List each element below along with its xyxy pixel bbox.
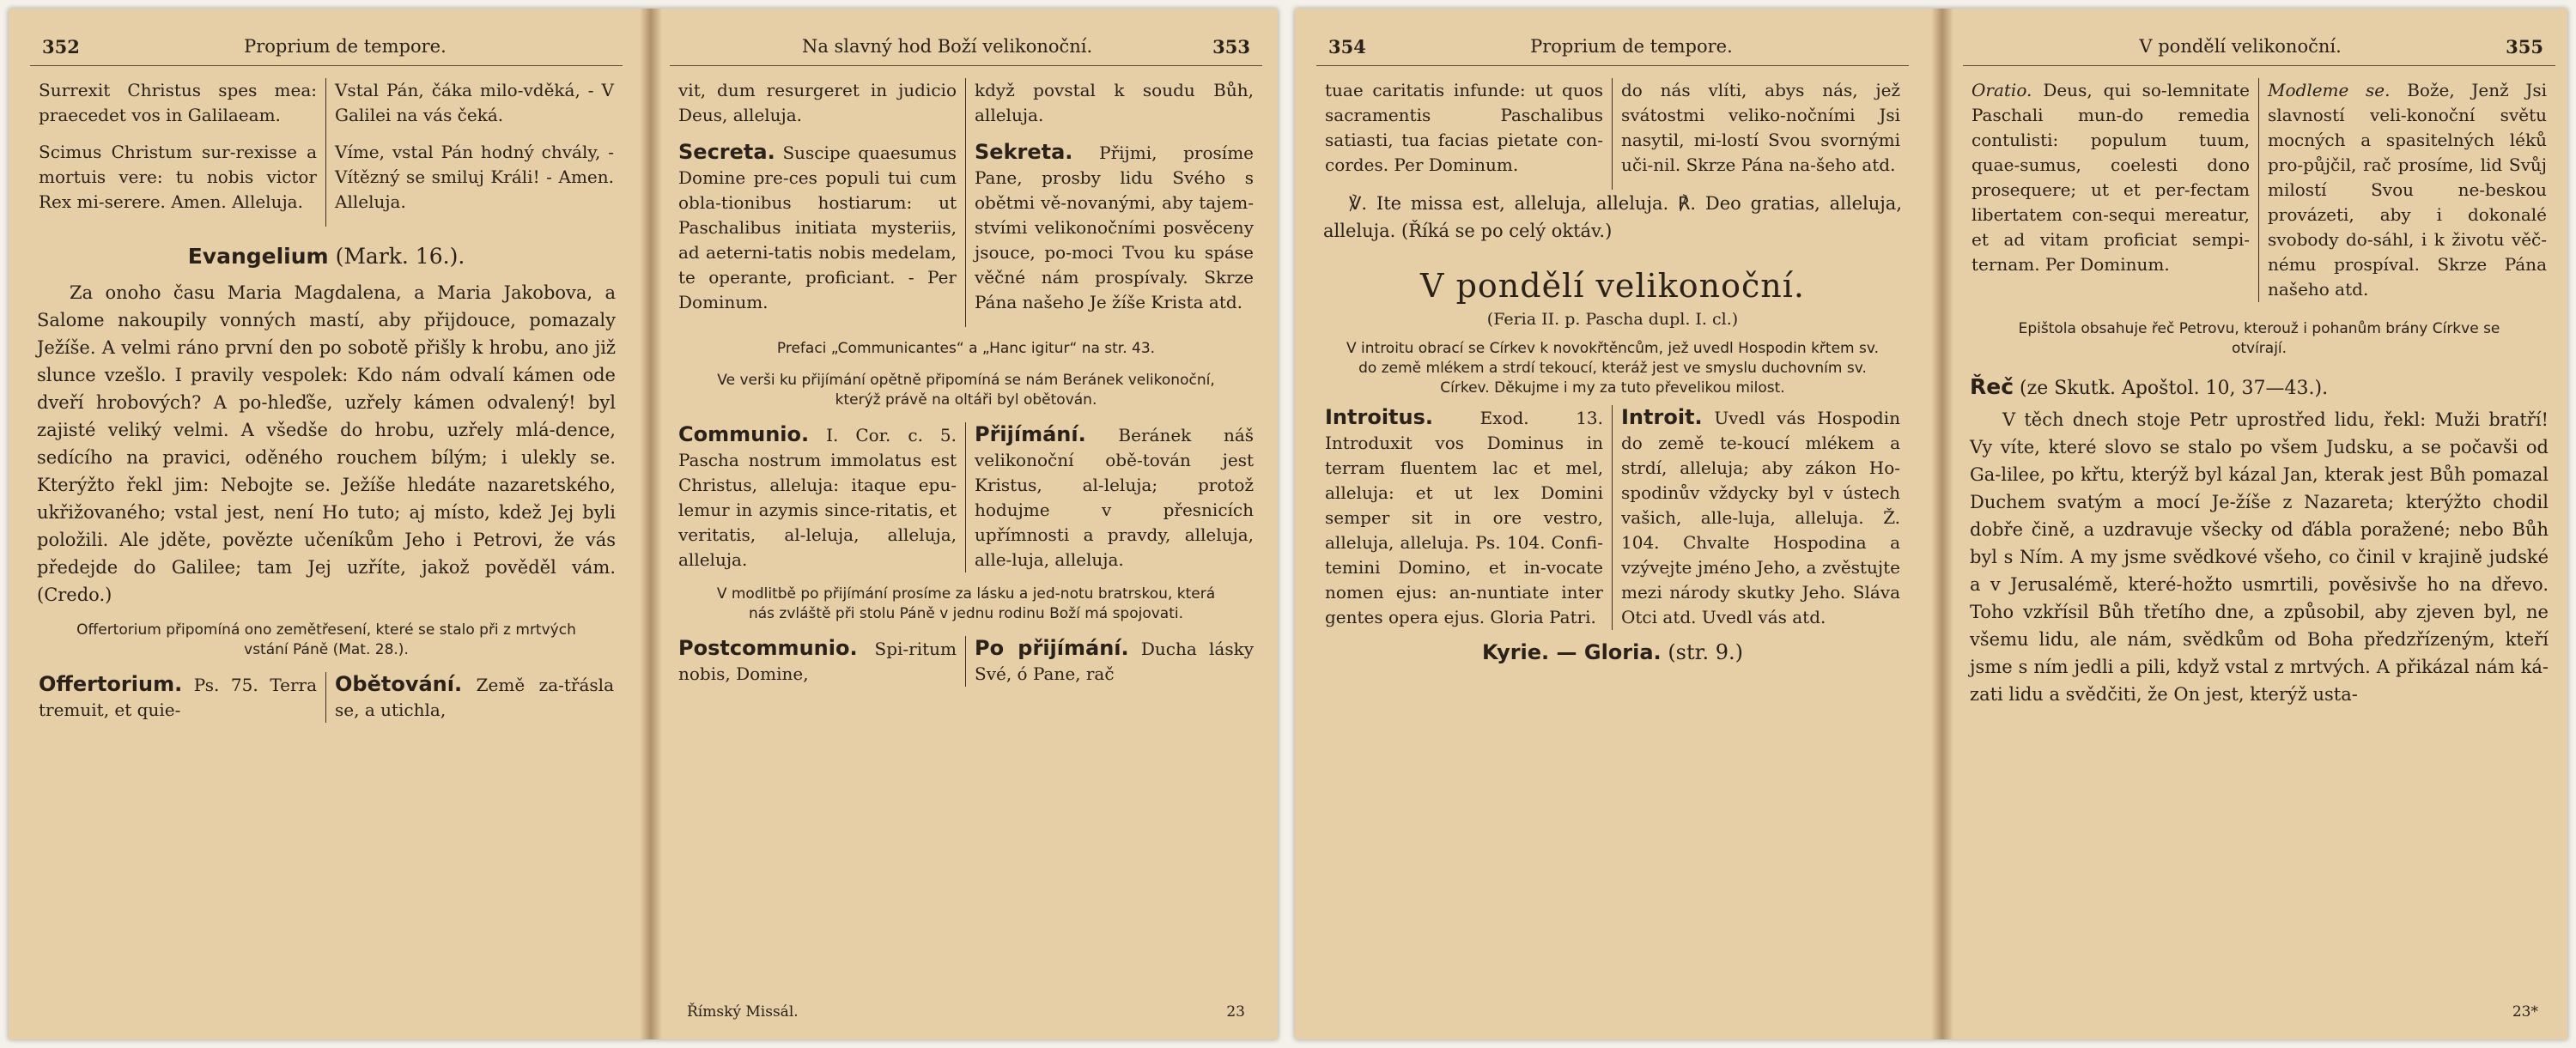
introitus-text: Introduxit vos Dominus in terram fluentem lac et mel, alleluja: et ut lex Domini semper sit in ore vestro, alleluja, alleluja. Ps. 104. Confi-temini Domino, et in-vocate nomen ejus: an-nuntiate inter gentes opera ejus. Gloria Patri. — [1325, 433, 1603, 627]
parallel-columns — [670, 422, 1262, 572]
feast-title: V pondělí velikonoční. — [1420, 267, 1805, 305]
page-number: 353 — [1212, 35, 1250, 58]
latin-verse: Scimus Christum sur-rexisse a mortuis vere: tu nobis victor Rex mi-serere. Amen. Alleluja. — [39, 142, 317, 212]
offertorium-text: Terra tremuit, et quie- — [39, 675, 317, 720]
parallel-columns — [1963, 78, 2555, 302]
dismissal-text: ℣. Ite missa est, alleluja, alleluja. ℟. Deo gratias, alleluja, alleluja. (Říká se po celý oktáv.) — [1323, 193, 1902, 241]
introit-label: Introit. — [1621, 405, 1703, 429]
latin-column — [1316, 405, 1613, 630]
kyrie-reference: (str. 9.) — [1668, 640, 1743, 664]
left-book-spread — [9, 9, 1278, 1039]
introit-text: Uvedl vás Hospodin do země te-koucí mlékem a strdí, alleluja; aby zákon Ho-spodinův vždycky byl v ústech vašich, alle-luja, alleluja. Ž. 104. Chvalte Hospodina a vzývejte jméno Jeho, a zvěstujte mezi národy skutky Jeho. Sláva Otci atd. Uvedl vás atd. — [1621, 408, 1900, 627]
signature-number: 23 — [1226, 1003, 1245, 1021]
page-354 — [1316, 9, 1909, 1039]
book-gutter — [1931, 9, 1953, 1039]
latin-column — [30, 672, 326, 723]
header-rule — [30, 65, 623, 66]
introit-note: V introitu obrací se Církev k novokřtěncům, jež uvedl Hospodin křtem sv. do země mlékem a strdí tekoucí, kteráž jest ve smyslu duchovním sv. Církev. Děkujme i my za tuto převelikou milost. — [1346, 340, 1879, 397]
running-title: Proprium de tempore. — [1530, 36, 1733, 57]
parallel-columns — [30, 78, 623, 227]
latin-text: vit, dum resurgeret in judicio Deus, alleluja. — [678, 80, 957, 125]
czech-column — [326, 672, 623, 723]
reading-heading — [1963, 374, 2555, 399]
obetovani-label: Obětování. — [335, 672, 463, 696]
running-title: V pondělí velikonoční. — [2139, 36, 2342, 57]
latin-column — [670, 78, 966, 327]
czech-verse: Víme, vstal Pán hodný chvály, - Vítězný se smiluj Králi! - Amen. Alleluja. — [335, 142, 614, 212]
secreta-label: Secreta. — [678, 140, 775, 164]
parallel-columns — [30, 672, 623, 723]
introitus-reference: Exod. 13. — [1479, 408, 1604, 428]
communio-text: Pascha nostrum immolatus est Christus, alleluja: itaque epu-lemur in azymis since-ritatis, et veritatis, al-leluja, alleluja, alleluja. — [678, 450, 957, 570]
postcommunio-label: Postcommunio. — [678, 636, 858, 660]
prijimani-label: Přijímání. — [975, 422, 1086, 446]
page-header — [1316, 31, 1909, 62]
epistle-note: Epištola obsahuje řeč Petrovu, kterouž i pohanům brány Církve se otvírají. — [2018, 320, 2500, 357]
modleme-text: Bože, Jenž Jsi slavností veli-konoční světu mocných a spasitelných léků pro-půjčil, rač prosíme, lid Svůj milostí Svou ne-beskou provázeti, aby i dokonalé svobody do-sáhl, i k životu věč-nému prospíval. Skrze Pána našeho atd. — [2268, 80, 2548, 300]
po-prijimani-text: Ducha lásky Své, ó Pane, rač — [975, 639, 1255, 684]
rec-label: Řeč — [1970, 374, 2014, 399]
page-353 — [670, 9, 1262, 1039]
obetovani-text: Země za-třásla se, a utichla, — [335, 675, 615, 720]
po-prijimani-label: Po přijímání. — [975, 636, 1129, 660]
modleme-label: Modleme se. — [2268, 80, 2391, 100]
signature-mark: Římský Missál. — [687, 1003, 799, 1021]
page-number: 355 — [2506, 35, 2543, 58]
page-header — [670, 31, 1262, 62]
postcommunion-note: V modlitbě po přijímání prosíme za lásku a jed-notu bratrskou, která nás zvláště při stolu Páně v jednu rodinu Boží má spojovati. — [716, 585, 1216, 622]
parallel-columns — [670, 78, 1262, 327]
running-title: Na slavný hod Boží velikonoční. — [801, 36, 1093, 57]
communio-label: Communio. — [678, 422, 810, 446]
oratio-label: Oratio. — [1971, 80, 2032, 100]
rec-reference: (ze Skutk. Apoštol. 10, 37—43.). — [2020, 378, 2329, 399]
czech-column — [966, 422, 1262, 572]
page-footer — [687, 1003, 1245, 1021]
czech-text: do nás vlíti, abys nás, jež svátostmi veliko-nočními Jsi nasytil, mi-lostí Svou svornými uči-nil. Skrze Pána na-šeho atd. — [1621, 80, 1900, 175]
page-footer — [1980, 1003, 2538, 1021]
czech-column — [966, 78, 1262, 327]
gospel-text: Za onoho času Maria Magdalena, a Maria Jakobova, a Salome nakoupily vonných mastí, aby přijdouce, pomazaly Ježíše. A velmi ráno první den po sobotě přišly k hrobu, ano již slunce vzešlo. I pravily vespolek: Kdo nám odvalí kámen ode dveří hrobových? A po-hleďše, uzřely kámen odvalený! byl zajisté veliký velmi. A všedše do hrobu, uzřely mlá-dence, sedícího na pravici, oděného rouchem bílým; i ulekly se. Kterýžto řekl jim: Nebojte se. Ježíše hledáte nazaretského, ukřižovaného; vstal jest, není Ho tuto; aj místo, kdež Jej byli položili. Ale jděte, povězte učeníkům Jeho i Petrovi, že vás předejde do Galilee; tam Jej uzříte, jakož pověděl vám. (Credo.) — [37, 282, 616, 605]
latin-column — [670, 422, 966, 572]
czech-column — [1613, 405, 1909, 630]
parallel-columns — [670, 636, 1262, 687]
parallel-columns — [1316, 405, 1909, 630]
sekreta-block — [975, 140, 1254, 315]
czech-verse: Vstal Pán, čáka milo-vděká, - V Galilei na vás čeká. — [335, 80, 614, 125]
prijimani-text: Beránek náš velikonoční obě-tován jest Kristus, al-leluja; protož hodujme v přesnicích upřímnosti a pravdy, alleluja, alle-luja, alleluja. — [975, 425, 1255, 570]
czech-column — [1613, 78, 1909, 190]
kyrie-label: Kyrie. — Gloria. — [1482, 640, 1662, 664]
sekreta-text: Přijmi, prosíme Pane, prosby lidu Svého s obětmi vě-novanými, aby tajem-stvími velikonočními posvěceny jsouce, po-moci Tvou ku spáse věčné nám prospívaly. Skrze Pána našeho Je žíše Krista atd. — [975, 142, 1254, 312]
communion-note: Ve verši ku přijímání opětně připomíná se nám Beránek velikonoční, kterýž právě na oltáři byl obětován. — [717, 372, 1215, 409]
signature-number: 23* — [2512, 1003, 2538, 1021]
offertory-note: Offertorium připomíná ono zemětřesení, které se stalo při z mrtvých vstání Páně (Mat. 28.). — [76, 621, 576, 658]
header-rule — [670, 65, 1262, 66]
secreta-text: Suscipe quaesumus Domine pre-ces populi tui cum obla-tionibus hostiarum: ut Paschalibus initiata mysteriis, ad aeterni-tatis nobis medelam, te operante, proficiant. - Per Dominum. — [678, 142, 957, 312]
secreta-block — [678, 140, 957, 315]
parallel-columns — [1316, 78, 1909, 190]
offertorium-label: Offertorium. — [39, 672, 183, 696]
page-352 — [30, 9, 623, 1039]
czech-column — [966, 636, 1262, 687]
preface-note: Prefaci „Communicantes“ a „Hanc igitur“ na str. 43. — [776, 340, 1156, 357]
page-header — [1963, 31, 2555, 62]
latin-column — [30, 78, 326, 227]
feast-rank: (Feria II. p. Pascha dupl. I. cl.) — [1486, 310, 1739, 329]
offertorium-reference: Ps. 75. — [193, 675, 258, 695]
page-header — [30, 31, 623, 62]
oratio-text: Deus, qui so-lemnitate Paschali mun-do remedia contulisti: populum tuum, quae-sumus, coelesti dono prosequere; ut et per-fectam libertatem con-sequi mereatur, et ad vitam proficiat sempi-ternam. Per Dominum. — [1971, 80, 2250, 275]
evangelium-label: Evangelium — [187, 244, 329, 269]
postcommunio-text: Spi-ritum nobis, Domine, — [678, 639, 957, 684]
latin-column — [1963, 78, 2259, 302]
latin-verse: Surrexit Christus spes mea: praecedet vos in Galilaeam. — [39, 80, 317, 125]
sekreta-label: Sekreta. — [975, 140, 1073, 164]
header-rule — [1963, 65, 2555, 66]
czech-column — [326, 78, 623, 227]
header-rule — [1316, 65, 1909, 66]
evangelium-reference: (Mark. 16.). — [335, 244, 465, 269]
communio-reference: I. Cor. c. 5. — [826, 425, 957, 445]
czech-text: když povstal k soudu Bůh, alleluja. — [975, 80, 1254, 125]
running-title: Proprium de tempore. — [244, 36, 447, 57]
section-heading — [30, 244, 623, 269]
kyrie-line — [1316, 640, 1909, 664]
page-number: 354 — [1328, 35, 1366, 58]
latin-column — [1316, 78, 1613, 190]
introitus-label: Introitus. — [1325, 405, 1433, 429]
latin-text: tuae caritatis infunde: ut quos sacramentis Paschalibus satiasti, tua facias pietate con-cordes. Per Dominum. — [1325, 80, 1603, 175]
right-book-spread — [1295, 9, 2567, 1039]
book-gutter — [640, 9, 662, 1039]
page-number: 352 — [42, 35, 80, 58]
page-355 — [1963, 9, 2555, 1039]
czech-column — [2259, 78, 2555, 302]
latin-column — [670, 636, 966, 687]
reading-text: V těch dnech stoje Petr uprostřed lidu, řekl: Muži bratří! Vy víte, které slovo se stalo po všem Judsku, a se počavši od Ga-lilee, po křtu, kterýž byl kázal Jan, kterak jest Bůh pomazal Duchem svatým a mocí Je-žíše z Nazareta; kterýžto chodil dobře čině, a uzdravuje všecky od ďábla poražené; nebo Bůh byl s Ním. A my jsme svědkové všeho, co činil v krajině judské a v Jerusalémě, které-hožto usmrtili, pověsivše ho na dřevo. Toho vzkřísil Bůh třetího dne, a způsobil, aby zjeven byl, ne všemu lidu, ale nám, svědkům od Boha předzřízeným, kteří jsme s ním jedli a pili, když vstal z mrtvých. A přikázal nám ká-zati lidu a svědčiti, že On jest, kterýž usta- — [1970, 409, 2549, 705]
